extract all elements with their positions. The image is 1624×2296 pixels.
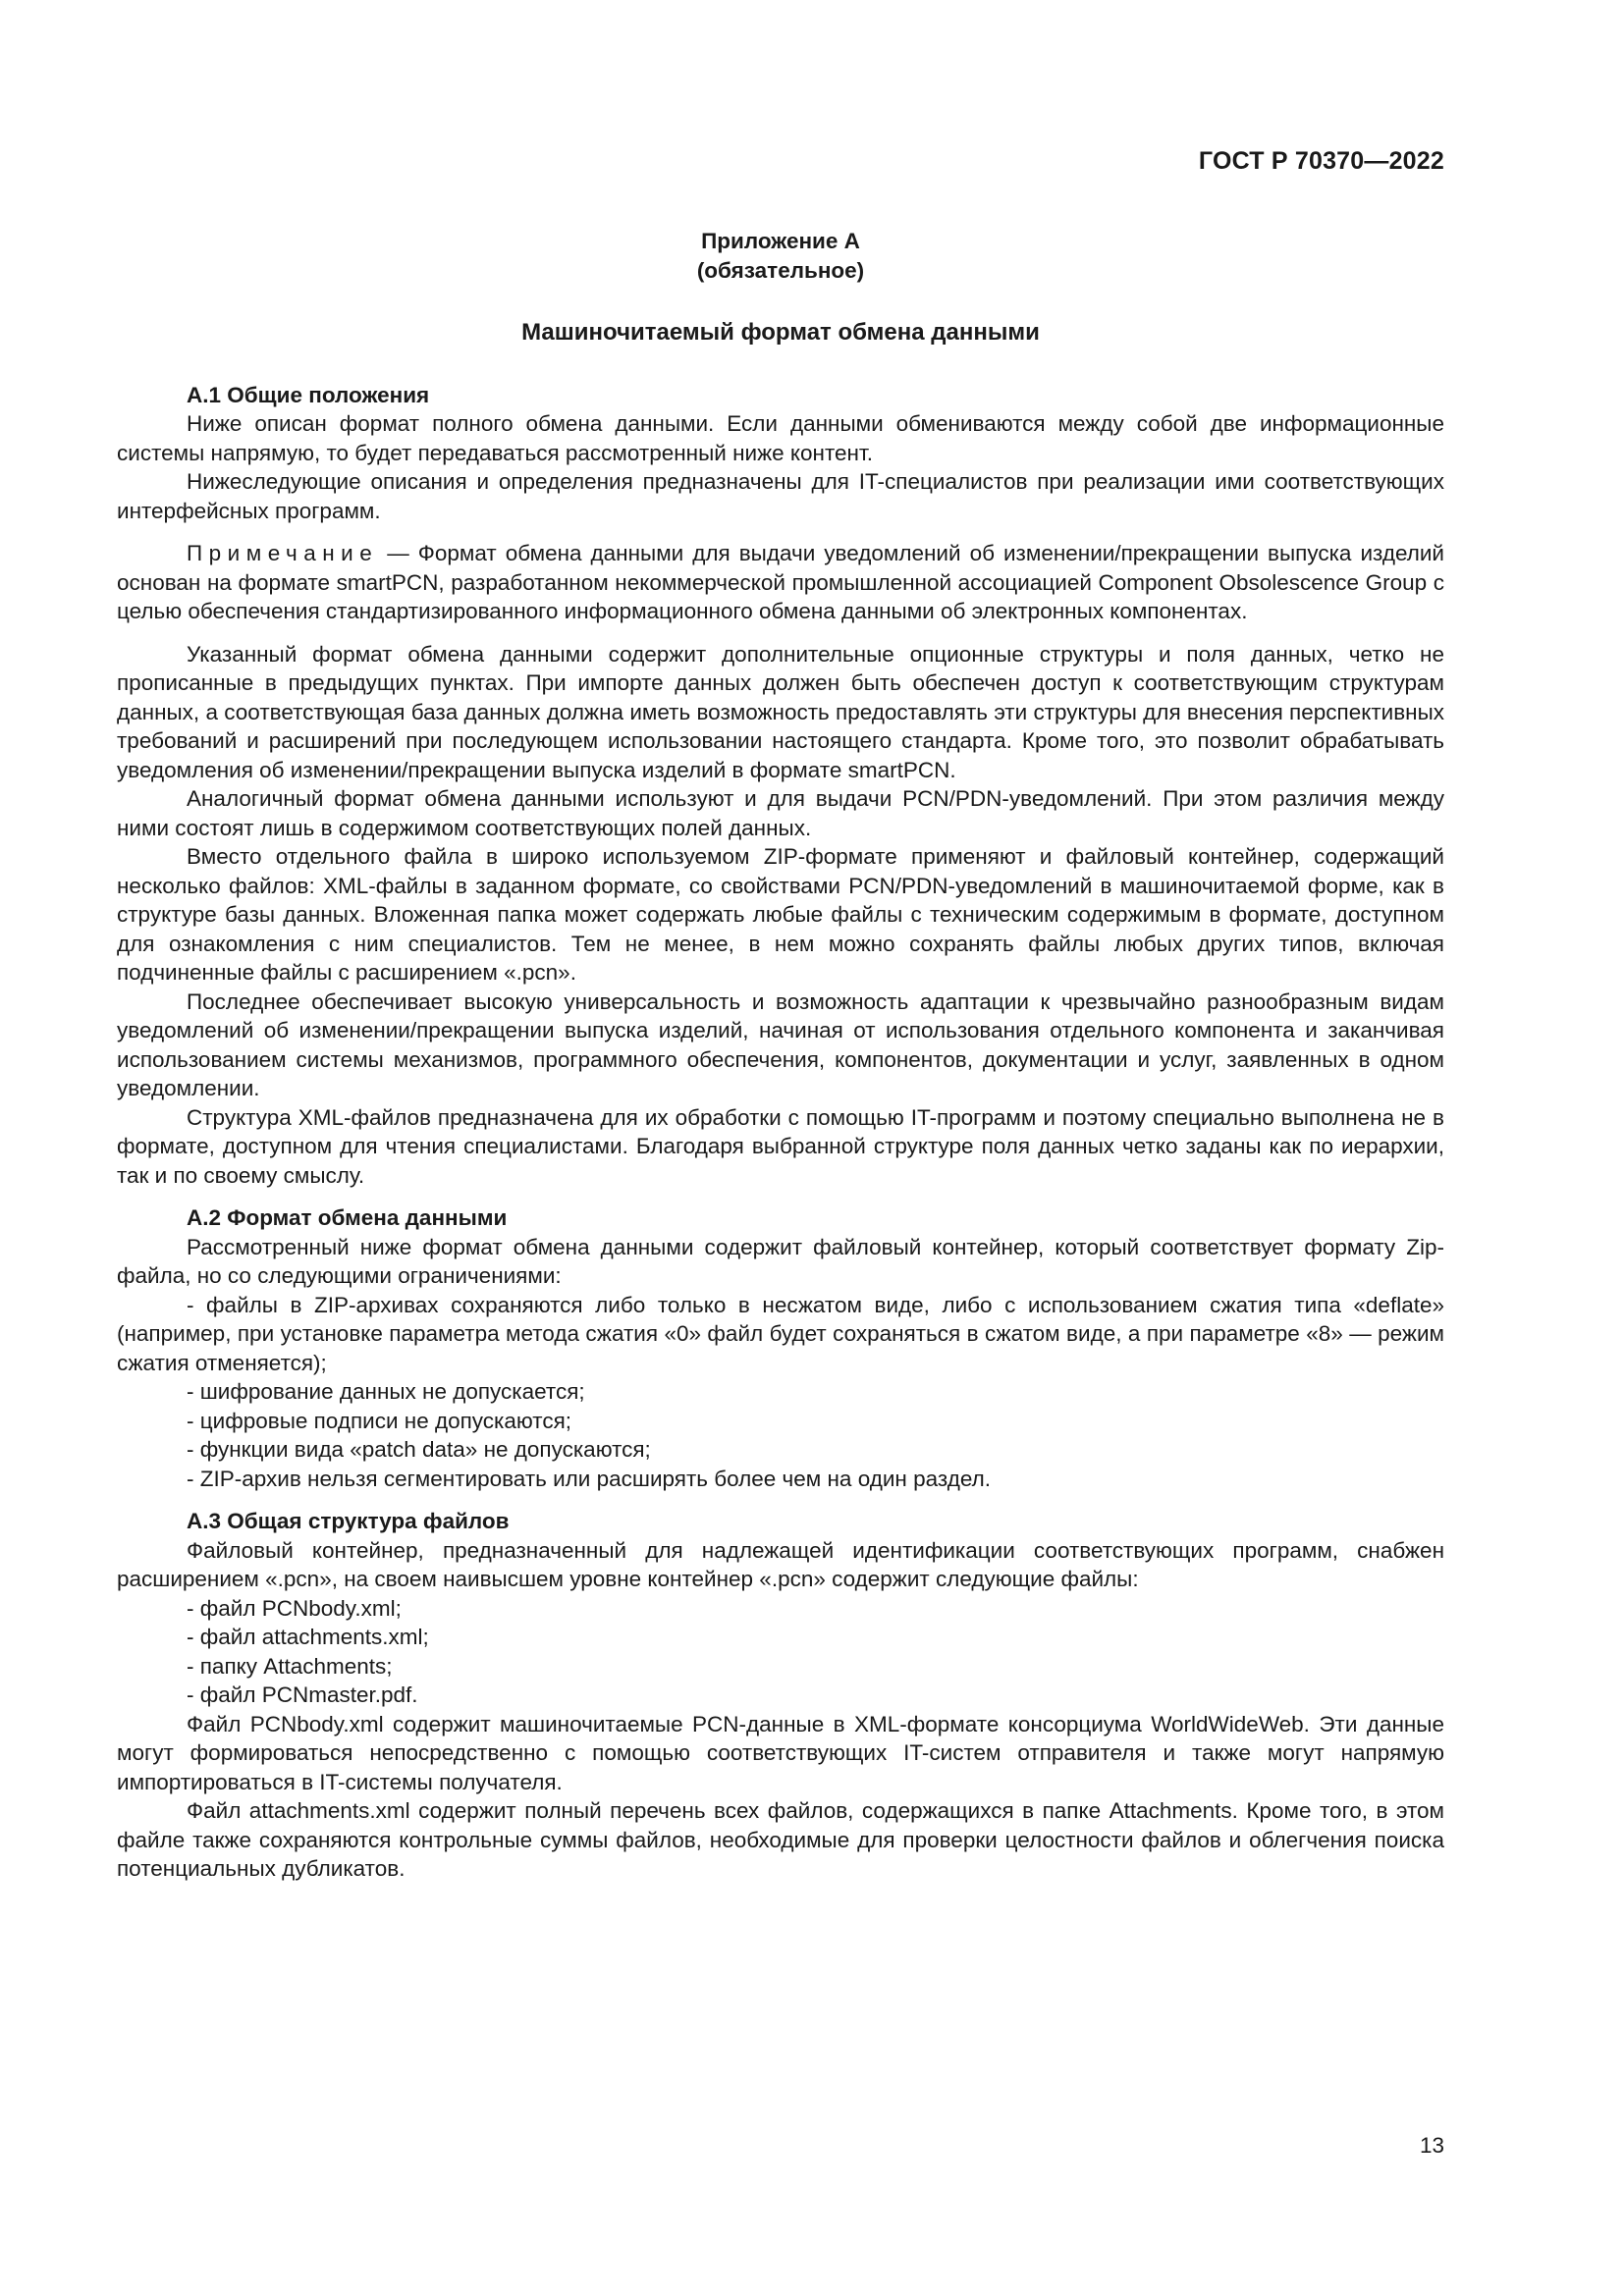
list-item: - файлы в ZIP-архивах сохраняются либо только в несжатом виде, либо с использованием сжатия типа «deflate» (например, при установке параметра метода сжатия «0» файл будет сохраняться в сжатом виде, а при параметре «8» — режим сжатия отменяется); — [117, 1292, 1444, 1375]
section-heading-a1: А.1 Общие положения — [187, 382, 430, 407]
container-files-list — [117, 1594, 1444, 1710]
list-item: - файл attachments.xml; — [187, 1625, 429, 1649]
note-paragraph — [117, 539, 1444, 626]
paragraph: Структура XML-файлов предназначена для их обработки с помощью IT-программ и поэтому специально выполнена не в формате, доступном для чтения специалистами. Благодаря выбранной структуре поля данных четко заданы как по иерархии, так и по своему смыслу. — [117, 1104, 1444, 1188]
list-item: - цифровые подписи не допускаются; — [187, 1408, 572, 1433]
paragraph: Файловый контейнер, предназначенный для надлежащей идентификации соответствующих программ, снабжен расширением «.pcn», на своем наивысшем уровне контейнер «.pcn» содержит следующие файлы: — [117, 1537, 1444, 1591]
list-item: - функции вида «patch data» не допускаются; — [187, 1437, 651, 1462]
paragraph: Указанный формат обмена данными содержит дополнительные опционные структуры и поля данных, четко не прописанные в предыдущих пунктах. При импорте данных должен быть обеспечен доступ к соответствующим структурам данных, а соответствующая база данных должна иметь возможность предоставлять эти структуры для внесения перспективных требований и расширений при последующем использовании настоящего стандарта. Кроме того, это позволит обрабатывать уведомления об изменении/прекращении выпуска изделий в формате smartPCN. — [117, 641, 1444, 782]
list-item: - файл PCNbody.xml; — [187, 1595, 402, 1621]
paragraph: Ниже описан формат полного обмена данными. Если данными обмениваются между собой две информационные системы напрямую, то будет передаваться рассмотренный ниже контент. — [117, 411, 1444, 465]
note-label: Примечание — [187, 541, 379, 565]
document-code: ГОСТ Р 70370—2022 — [1198, 147, 1444, 175]
paragraph: Рассмотренный ниже формат обмена данными содержит файловый контейнер, который соответствует формату Zip-файла, но со следующими ограничениями: — [117, 1234, 1444, 1288]
appendix-title: Приложение А — [701, 229, 860, 253]
section-heading-a3: А.3 Общая структура файлов — [187, 1509, 510, 1533]
paragraph: Аналогичный формат обмена данными используют и для выдачи PCN/PDN-уведомлений. При этом различия между ними состоят лишь в содержимом соответствующих полей данных. — [117, 786, 1444, 840]
list-item: - ZIP-архив нельзя сегментировать или расширять более чем на один раздел. — [187, 1466, 991, 1491]
list-item: - папку Attachments; — [187, 1653, 393, 1679]
document-body — [117, 227, 1444, 1884]
paragraph: Файл PCNbody.xml содержит машиночитаемые PCN-данные в XML-формате консорциума WorldWideWeb. Эти данные могут формироваться непосредственно с помощью соответствующих IT-систем отправителя и также могут напрямую импортироваться в IT-системы получателя. — [117, 1711, 1444, 1794]
page-number: 13 — [1419, 2133, 1444, 2158]
section-heading-a2: А.2 Формат обмена данными — [187, 1205, 508, 1230]
list-item: - шифрование данных не допускается; — [187, 1379, 585, 1404]
paragraph: Файл attachments.xml содержит полный перечень всех файлов, содержащихся в папке Attachments. Кроме того, в этом файле также сохраняются контрольные суммы файлов, необходимые для проверки целостности файлов и облегчения поиска потенциальных дубликатов. — [117, 1798, 1444, 1881]
paragraph: Последнее обеспечивает высокую универсальность и возможность адаптации к чрезвычайно разнообразным видам уведомлений об изменении/прекращении выпуска изделий, начиная от использования отдельного компонента и заканчивая использованием системы механизмов, программного обеспечения, компонентов, документации и услуг, заявленных в одном уведомлении. — [117, 988, 1444, 1100]
paragraph: Вместо отдельного файла в широко используемом ZIP-формате применяют и файловый контейнер, содержащий несколько файлов: XML-файлы в заданном формате, со свойствами PCN/PDN-уведомлений в машиночитаемой форме, как в структуре базы данных. Вложенная папка может содержать любые файлы с техническим содержимым в формате, доступном для ознакомления с ним специалистов. Тем не менее, в нем можно сохранять файлы любых других типов, включая подчиненные файлы с расширением «.pcn». — [117, 844, 1444, 985]
note-text: — Формат обмена данными для выдачи уведомлений об изменении/прекращении выпуска изделий основан на формате smartPCN, разработанном некоммерческой промышленной ассоциацией Component Obsolescence Group с целью обеспечения стандартизированного информационного обмена данными об электронных компонентах. — [117, 541, 1444, 623]
restrictions-list — [117, 1291, 1444, 1494]
appendix-status: (обязательное) — [696, 257, 865, 283]
list-item: - файл PCNmaster.pdf. — [187, 1682, 418, 1707]
appendix-main-title: Машиночитаемый формат обмена данными — [521, 319, 1040, 346]
paragraph: Нижеследующие описания и определения предназначены для IT-специалистов при реализации ими соответствующих интерфейсных программ. — [117, 469, 1444, 523]
